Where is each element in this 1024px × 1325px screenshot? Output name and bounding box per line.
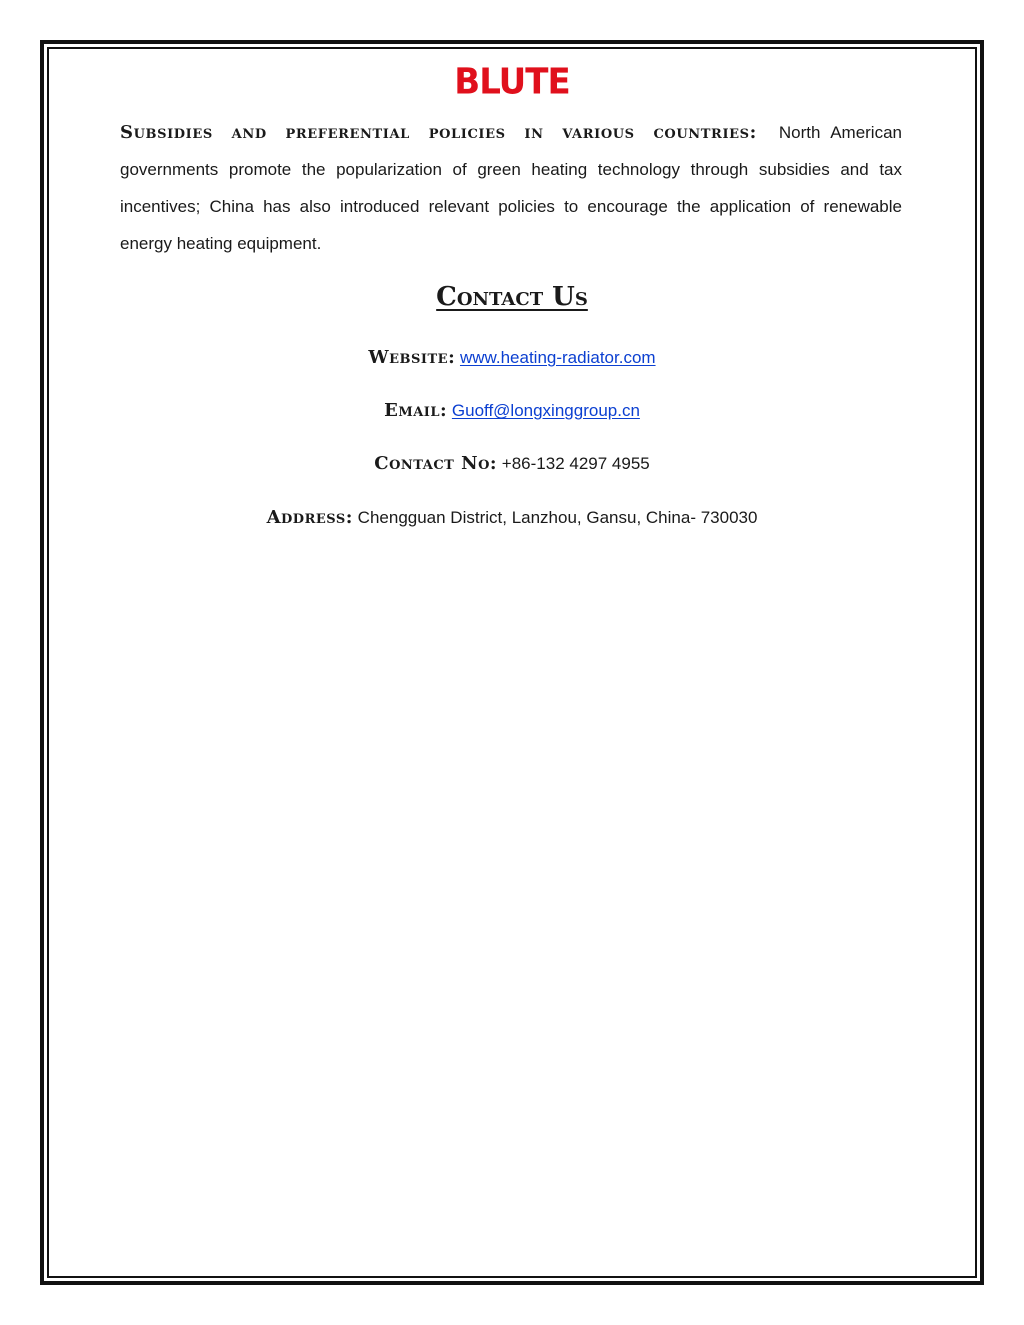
policy-lead: Subsidies and preferential policies in various countries:: [120, 122, 757, 143]
phone-value: +86-132 4297 4955: [501, 454, 650, 473]
website-link[interactable]: www.heating-radiator.com: [459, 348, 656, 367]
address-value: Chengguan District, Lanzhou, Gansu, China- 730030: [357, 508, 758, 527]
address-line: [0, 506, 1024, 530]
address-label: Address:: [266, 507, 353, 528]
website-line: [0, 346, 1024, 370]
policy-paragraph: [120, 114, 902, 262]
phone-line: [0, 452, 1024, 476]
policy-body: North American governments promote the popularization of green heating technology through subsidies and tax incentives; China has also introduced relevant policies to encourage the application of renewable energy heating equipment.: [120, 123, 902, 253]
policy-section: [120, 114, 902, 262]
email-line: [0, 399, 1024, 423]
brand-logo: BLUTE: [454, 61, 570, 103]
email-label: Email:: [384, 400, 448, 421]
website-label: Website:: [368, 347, 456, 368]
phone-label: Contact No:: [374, 453, 498, 474]
contact-heading: Contact Us: [436, 282, 588, 312]
email-link[interactable]: Guoff@longxinggroup.cn: [451, 401, 640, 420]
